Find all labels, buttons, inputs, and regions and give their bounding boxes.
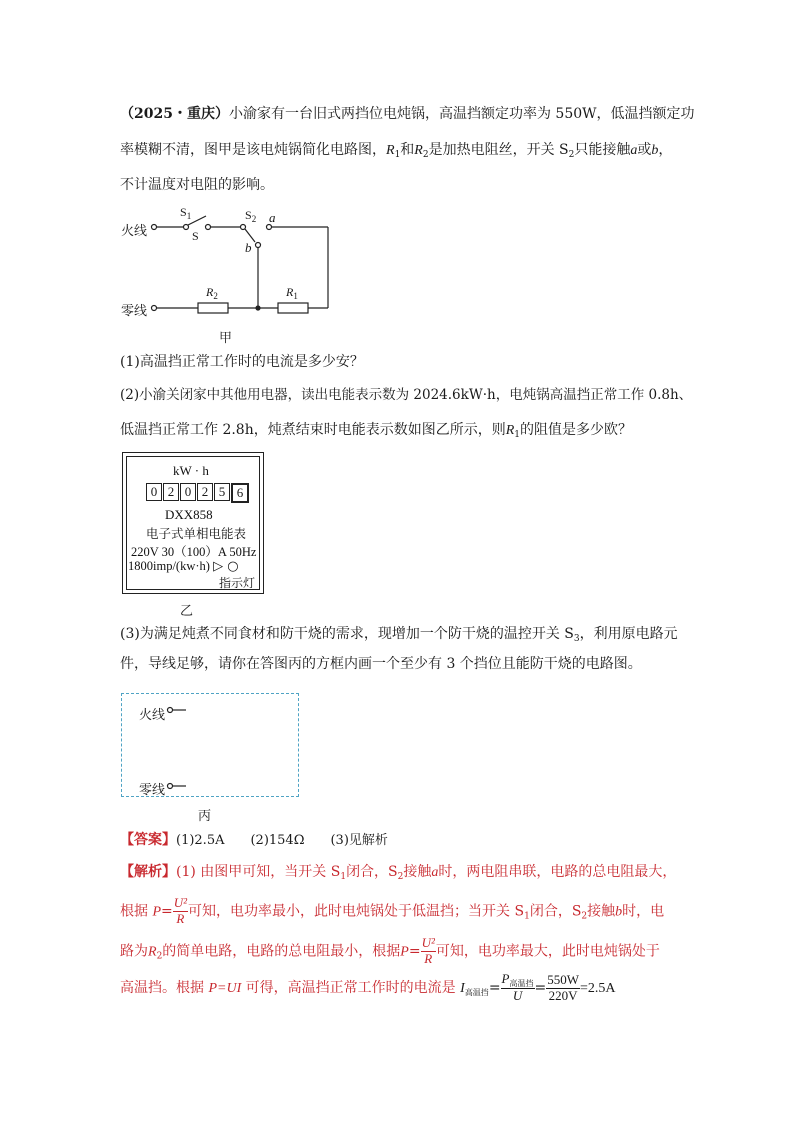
formula-p-ui: P=UI xyxy=(208,981,242,997)
frac-numerator: $P_{高温挡}$ xyxy=(501,971,534,988)
r1-symbol: R xyxy=(386,143,395,158)
neutral-terminal-icon xyxy=(168,784,173,789)
symbol-p: P xyxy=(400,944,409,960)
q2-text: 的阻值是多少欧？ xyxy=(520,422,633,438)
analysis-text: 接触 xyxy=(403,864,432,880)
s-label: S xyxy=(192,229,199,243)
frac-denominator: R xyxy=(424,950,433,966)
box-terminals xyxy=(160,700,200,795)
analysis-text: 闭合，S xyxy=(346,864,398,880)
frac-numerator: 550W xyxy=(547,971,580,987)
figure-jia-caption: 甲 xyxy=(219,331,233,346)
symbol-p: P xyxy=(152,904,162,920)
meter-indicator-label: 指示灯 xyxy=(219,576,256,590)
meter-digit: 2 xyxy=(197,483,213,501)
analysis-text: 根据 xyxy=(120,903,153,920)
circuit-diagram xyxy=(115,200,345,345)
analysis-label: 【解析】 xyxy=(120,864,176,880)
question-text: 小渝家有一台旧式两挡位电炖锅，高温挡额定功率为 550W，低温挡额定功 xyxy=(228,106,695,122)
q3-line-2: 件，导线足够，请你在答图丙的方框内画一个至少有 3 个挡位且能防干烧的电路图。 xyxy=(120,656,642,672)
analysis-line-3 xyxy=(120,936,660,967)
analysis-text: 时，两电阻串联，电路的总电阻最大， xyxy=(438,864,677,880)
meter-digit: 5 xyxy=(214,483,230,501)
q3-text: (3)为满足炖煮不同食材和防干烧的需求，现增加一个防干烧的温控开关 S xyxy=(120,626,574,642)
subscript: 2 xyxy=(568,150,575,160)
contact-a-label: a xyxy=(269,210,276,225)
equals: = xyxy=(161,903,173,920)
q2-line-1: (2)小渝关闭家中其他用电器，读出电能表示数为 2024.6kW·h，电炖锅高温挡正常工作 0.8h、 xyxy=(120,387,693,403)
circuit-neutral-label: 零线 xyxy=(121,304,148,319)
meter-name: 电子式单相电能表 xyxy=(146,526,247,541)
answer-line xyxy=(120,833,388,847)
q3-line-1 xyxy=(120,627,678,644)
meter-imp xyxy=(128,559,239,574)
subscript: 1 xyxy=(524,911,530,922)
analysis-line-2 xyxy=(120,896,664,927)
analysis-text: 的简单电路，电路的总电阻最小，根据 xyxy=(162,943,401,960)
analysis-text: 可知，电功率最大，此时电炖锅处于 xyxy=(435,943,660,960)
q1-text: (1)高温挡正常工作时的电流是多少安？ xyxy=(120,354,364,370)
contact-b: b xyxy=(615,904,623,920)
analysis-text: 高温挡。根据 xyxy=(120,980,209,997)
contact-b-label: b xyxy=(245,240,252,255)
subscript: 2 xyxy=(422,150,429,160)
meter-digit: 2 xyxy=(163,483,179,501)
meter-digit: 0 xyxy=(180,483,196,501)
question-line-1 xyxy=(120,107,695,121)
fraction-550w-over-220v xyxy=(546,973,580,1004)
meter-rating: 220V 30（100）A 50Hz xyxy=(131,545,257,559)
meter-imp-text: 1800imp/(kw·h) xyxy=(128,559,210,573)
question-line-3: 不计温度对电阻的影响。 xyxy=(120,177,274,193)
meter-digit: 0 xyxy=(146,483,162,501)
q3-text: ，利用原电路元 xyxy=(579,626,678,642)
analysis-text: 时，电 xyxy=(622,903,665,920)
r1-label: $R_1$ xyxy=(286,285,298,301)
question-text: 率模糊不清，图甲是该电炖锅简化电路图， xyxy=(120,142,386,158)
analysis-text: 可知，电功率最小，此时电炖锅处于低温挡；当开关 S xyxy=(188,903,525,920)
contact-b: b xyxy=(651,143,659,158)
r1-symbol: R xyxy=(505,423,515,438)
live-terminal-icon xyxy=(168,708,173,713)
equals: = xyxy=(488,980,501,997)
question-text: 或 xyxy=(637,142,652,158)
analysis-text: 接触 xyxy=(587,903,616,920)
frac-denominator: 220V xyxy=(548,987,578,1003)
subscript: 1 xyxy=(394,150,401,160)
s1-label: $S_1$ xyxy=(180,205,192,221)
analysis-text: (1) 由图甲可知，当开关 S xyxy=(176,864,341,880)
meter-unit: kW · h xyxy=(173,463,209,478)
analysis-text: 闭合，S xyxy=(529,903,582,920)
r2-label: $R_2$ xyxy=(206,285,218,301)
question-text: 只能接触 xyxy=(574,142,631,158)
question-text: ， xyxy=(658,142,673,158)
r2-symbol: R xyxy=(414,143,423,158)
result-text: =2.5A xyxy=(580,981,616,997)
fraction-u2-over-r xyxy=(421,936,436,967)
meter-digit-decimal: 6 xyxy=(231,483,249,503)
analysis-line-4 xyxy=(120,972,616,1004)
answer-label: 【答案】 xyxy=(120,832,176,848)
question-line-2 xyxy=(120,143,672,160)
box-neutral-label: 零线 xyxy=(139,783,166,798)
symbol-i: I xyxy=(460,981,465,997)
question-text: 是加热电阻丝，开关 S xyxy=(428,142,569,158)
subscript: 1 xyxy=(340,872,347,882)
equals: = xyxy=(408,943,421,960)
subscript: 高温挡 xyxy=(464,988,489,998)
contact-a: a xyxy=(431,865,439,880)
subscript: 1 xyxy=(514,430,521,440)
equals: = xyxy=(534,980,547,997)
box-live-label: 火线 xyxy=(139,708,166,723)
figure-yi-caption: 乙 xyxy=(180,604,194,619)
indicator-icon: ▷ ○ xyxy=(213,559,239,574)
answer-text: (1)2.5A (2)154Ω (3)见解析 xyxy=(176,833,388,848)
subscript: 2 xyxy=(397,872,404,882)
frac-numerator: U² xyxy=(173,895,188,910)
meter-model: DXX858 xyxy=(165,507,213,522)
subscript: 2 xyxy=(581,911,588,922)
question-source: （2025・重庆） xyxy=(120,106,229,122)
circuit-live-label: 火线 xyxy=(121,224,148,239)
subscript: 2 xyxy=(156,951,163,962)
frac-denominator: U xyxy=(512,988,523,1004)
figure-bing-caption: 丙 xyxy=(198,809,212,824)
frac-numerator: U² xyxy=(421,935,435,950)
subscript: 3 xyxy=(573,634,580,644)
fraction-u2-over-r xyxy=(173,896,188,927)
contact-a: a xyxy=(630,143,638,158)
question-text: 和 xyxy=(400,142,415,158)
fraction-p-over-u xyxy=(501,972,535,1004)
analysis-text: 可得，高温挡正常工作时的电流是 xyxy=(241,980,461,997)
r2-symbol: R xyxy=(148,944,157,960)
s2-label: $S_2$ xyxy=(245,208,257,224)
analysis-text: 路为 xyxy=(120,943,148,960)
analysis-line-1 xyxy=(120,865,676,882)
frac-denominator: R xyxy=(176,910,185,926)
q2-line-2 xyxy=(120,423,632,440)
energy-meter xyxy=(122,452,264,594)
q2-text: 低温挡正常工作 2.8h，炖煮结束时电能表示数如图乙所示，则 xyxy=(120,422,506,438)
